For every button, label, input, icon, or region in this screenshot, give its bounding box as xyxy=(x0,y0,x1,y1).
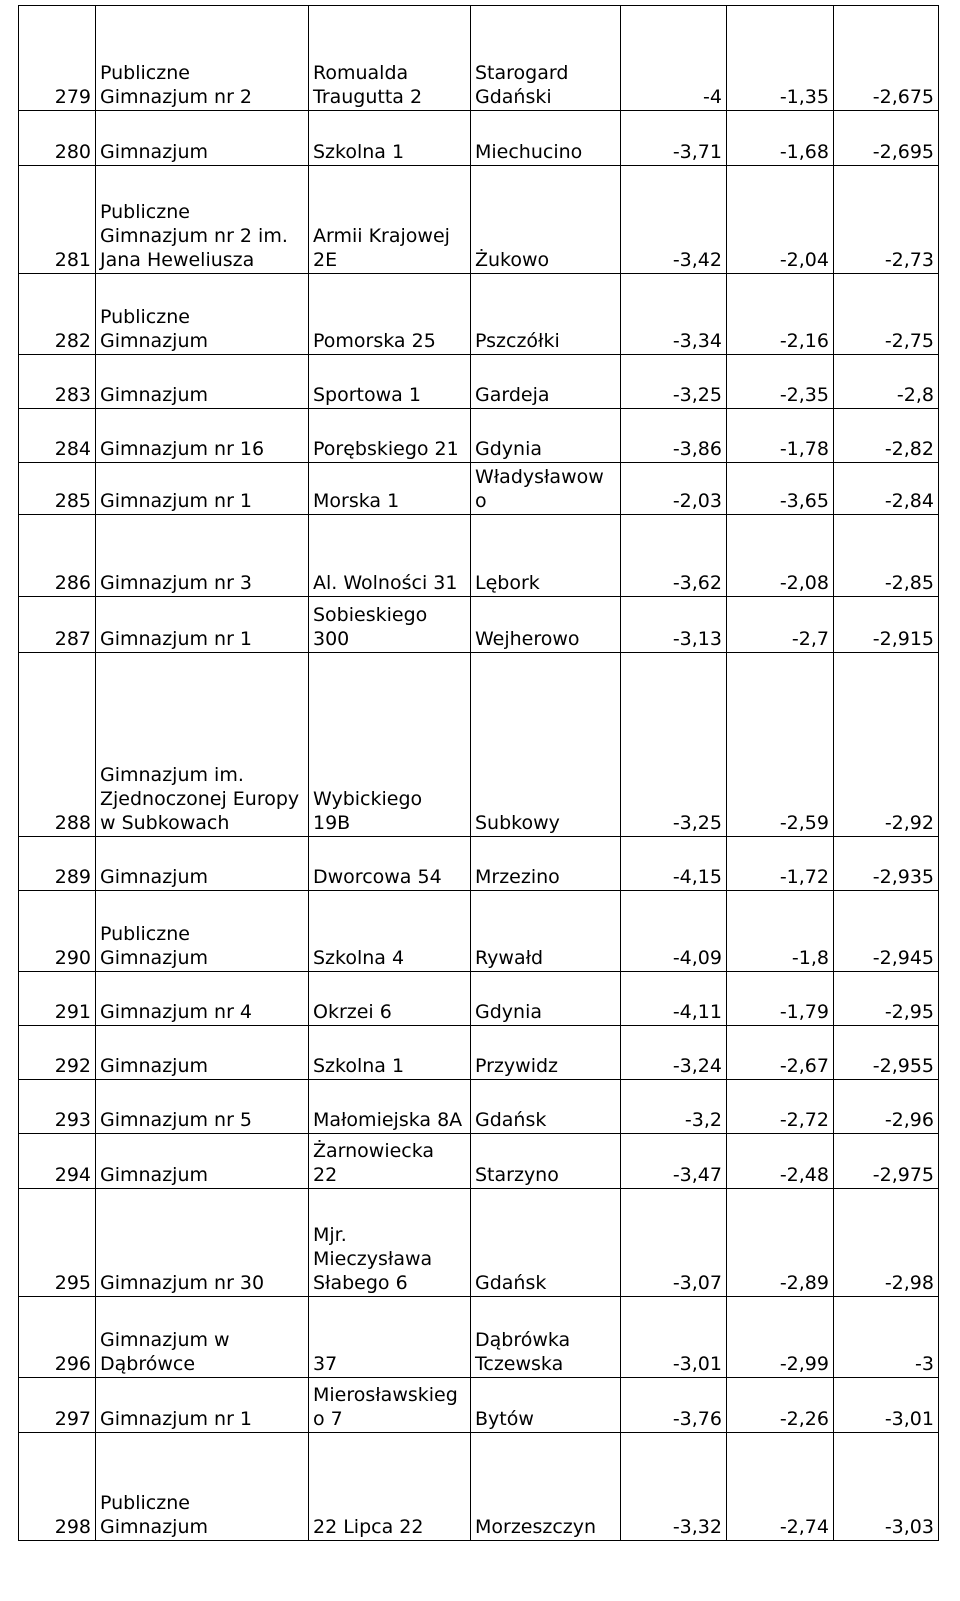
value2-cell: -2,35 xyxy=(727,355,834,409)
town-cell: Wejherowo xyxy=(471,597,621,653)
table-body xyxy=(19,6,939,1541)
town-cell: Starogard Gdański xyxy=(471,6,621,111)
value2-cell: -2,26 xyxy=(727,1378,834,1433)
rank-cell: 294 xyxy=(19,1134,96,1189)
address-cell: 22 Lipca 22 xyxy=(309,1433,471,1541)
address-cell: Wybickiego 19B xyxy=(309,653,471,837)
rank-cell: 290 xyxy=(19,891,96,972)
value1-cell: -3,86 xyxy=(621,409,727,463)
address-cell: Dworcowa 54 xyxy=(309,837,471,891)
value1-cell: -3,42 xyxy=(621,166,727,274)
school-name-cell: Publiczne Gimnazjum xyxy=(96,274,309,355)
value1-cell: -3,71 xyxy=(621,111,727,166)
address-cell: Pomorska 25 xyxy=(309,274,471,355)
table-row xyxy=(19,1134,939,1189)
value1-cell: -4,11 xyxy=(621,972,727,1026)
rank-cell: 284 xyxy=(19,409,96,463)
table-row xyxy=(19,891,939,972)
value1-cell: -3,01 xyxy=(621,1297,727,1378)
value2-cell: -2,7 xyxy=(727,597,834,653)
value2-cell: -3,65 xyxy=(727,463,834,515)
table-row xyxy=(19,653,939,837)
town-cell: Gdańsk xyxy=(471,1080,621,1134)
value2-cell: -2,08 xyxy=(727,515,834,597)
table-row xyxy=(19,1297,939,1378)
school-name-cell: Gimnazjum xyxy=(96,111,309,166)
value2-cell: -2,67 xyxy=(727,1026,834,1080)
value2-cell: -2,59 xyxy=(727,653,834,837)
value3-cell: -2,915 xyxy=(834,597,939,653)
address-cell: Małomiejska 8A xyxy=(309,1080,471,1134)
town-cell: Gdynia xyxy=(471,972,621,1026)
address-cell: Szkolna 1 xyxy=(309,1026,471,1080)
town-cell: Starzyno xyxy=(471,1134,621,1189)
value3-cell: -2,82 xyxy=(834,409,939,463)
rank-cell: 293 xyxy=(19,1080,96,1134)
town-cell: Gdynia xyxy=(471,409,621,463)
value1-cell: -4,15 xyxy=(621,837,727,891)
table-row xyxy=(19,1080,939,1134)
address-cell: Morska 1 xyxy=(309,463,471,515)
rank-cell: 297 xyxy=(19,1378,96,1433)
rank-cell: 283 xyxy=(19,355,96,409)
value3-cell: -2,935 xyxy=(834,837,939,891)
school-name-cell: Gimnazjum nr 1 xyxy=(96,1378,309,1433)
table-row xyxy=(19,1433,939,1541)
town-cell: Gdańsk xyxy=(471,1189,621,1297)
value2-cell: -1,79 xyxy=(727,972,834,1026)
value3-cell: -2,75 xyxy=(834,274,939,355)
value3-cell: -2,8 xyxy=(834,355,939,409)
address-cell: Żarnowiecka 22 xyxy=(309,1134,471,1189)
town-cell: Morzeszczyn xyxy=(471,1433,621,1541)
school-name-cell: Gimnazjum xyxy=(96,1026,309,1080)
value1-cell: -3,76 xyxy=(621,1378,727,1433)
address-cell: Szkolna 4 xyxy=(309,891,471,972)
value3-cell: -3,03 xyxy=(834,1433,939,1541)
town-cell: Mrzezino xyxy=(471,837,621,891)
value1-cell: -3,25 xyxy=(621,355,727,409)
value2-cell: -1,8 xyxy=(727,891,834,972)
value2-cell: -1,72 xyxy=(727,837,834,891)
table-row xyxy=(19,409,939,463)
value2-cell: -2,74 xyxy=(727,1433,834,1541)
school-name-cell: Gimnazjum xyxy=(96,837,309,891)
rank-cell: 291 xyxy=(19,972,96,1026)
value3-cell: -2,955 xyxy=(834,1026,939,1080)
table-row xyxy=(19,463,939,515)
school-name-cell: Gimnazjum xyxy=(96,1134,309,1189)
school-name-cell: Gimnazjum nr 1 xyxy=(96,463,309,515)
address-cell: Porębskiego 21 xyxy=(309,409,471,463)
address-cell: Mierosławskieg o 7 xyxy=(309,1378,471,1433)
rank-cell: 279 xyxy=(19,6,96,111)
table-row xyxy=(19,1026,939,1080)
value3-cell: -2,975 xyxy=(834,1134,939,1189)
rank-cell: 289 xyxy=(19,837,96,891)
value3-cell: -2,95 xyxy=(834,972,939,1026)
value2-cell: -2,99 xyxy=(727,1297,834,1378)
town-cell: Bytów xyxy=(471,1378,621,1433)
school-name-cell: Publiczne Gimnazjum xyxy=(96,891,309,972)
town-cell: Gardeja xyxy=(471,355,621,409)
school-name-cell: Publiczne Gimnazjum nr 2 xyxy=(96,6,309,111)
value3-cell: -2,85 xyxy=(834,515,939,597)
rank-cell: 292 xyxy=(19,1026,96,1080)
table-row xyxy=(19,597,939,653)
school-name-cell: Publiczne Gimnazjum xyxy=(96,1433,309,1541)
table-row xyxy=(19,1189,939,1297)
table-row xyxy=(19,166,939,274)
value3-cell: -2,945 xyxy=(834,891,939,972)
value2-cell: -2,48 xyxy=(727,1134,834,1189)
value2-cell: -2,16 xyxy=(727,274,834,355)
town-cell: Rywałd xyxy=(471,891,621,972)
table-row xyxy=(19,1378,939,1433)
table-row xyxy=(19,355,939,409)
rank-cell: 281 xyxy=(19,166,96,274)
value1-cell: -3,13 xyxy=(621,597,727,653)
rank-cell: 298 xyxy=(19,1433,96,1541)
value1-cell: -3,62 xyxy=(621,515,727,597)
school-name-cell: Gimnazjum nr 1 xyxy=(96,597,309,653)
value2-cell: -2,72 xyxy=(727,1080,834,1134)
value2-cell: -1,35 xyxy=(727,6,834,111)
rank-cell: 296 xyxy=(19,1297,96,1378)
value3-cell: -2,73 xyxy=(834,166,939,274)
value2-cell: -1,68 xyxy=(727,111,834,166)
table-row xyxy=(19,515,939,597)
address-cell: Romualda Traugutta 2 xyxy=(309,6,471,111)
rank-cell: 287 xyxy=(19,597,96,653)
value1-cell: -3,07 xyxy=(621,1189,727,1297)
value1-cell: -3,47 xyxy=(621,1134,727,1189)
town-cell: Żukowo xyxy=(471,166,621,274)
town-cell: Subkowy xyxy=(471,653,621,837)
value3-cell: -2,675 xyxy=(834,6,939,111)
rank-cell: 285 xyxy=(19,463,96,515)
value3-cell: -3 xyxy=(834,1297,939,1378)
value2-cell: -2,89 xyxy=(727,1189,834,1297)
school-name-cell: Gimnazjum w Dąbrówce xyxy=(96,1297,309,1378)
rank-cell: 295 xyxy=(19,1189,96,1297)
value1-cell: -3,32 xyxy=(621,1433,727,1541)
school-ranking-table xyxy=(18,5,939,1541)
address-cell: Sobieskiego 300 xyxy=(309,597,471,653)
address-cell: Sportowa 1 xyxy=(309,355,471,409)
value3-cell: -2,84 xyxy=(834,463,939,515)
value1-cell: -2,03 xyxy=(621,463,727,515)
table-row xyxy=(19,274,939,355)
rank-cell: 286 xyxy=(19,515,96,597)
value3-cell: -2,96 xyxy=(834,1080,939,1134)
town-cell: Dąbrówka Tczewska xyxy=(471,1297,621,1378)
school-name-cell: Gimnazjum nr 16 xyxy=(96,409,309,463)
table-row xyxy=(19,111,939,166)
town-cell: Władysławow o xyxy=(471,463,621,515)
town-cell: Przywidz xyxy=(471,1026,621,1080)
value3-cell: -2,92 xyxy=(834,653,939,837)
address-cell: 37 xyxy=(309,1297,471,1378)
value1-cell: -4,09 xyxy=(621,891,727,972)
table-row xyxy=(19,6,939,111)
school-name-cell: Gimnazjum im. Zjednoczonej Europy w Subkowach xyxy=(96,653,309,837)
school-name-cell: Gimnazjum nr 5 xyxy=(96,1080,309,1134)
value1-cell: -3,2 xyxy=(621,1080,727,1134)
address-cell: Okrzei 6 xyxy=(309,972,471,1026)
value3-cell: -2,98 xyxy=(834,1189,939,1297)
address-cell: Armii Krajowej 2E xyxy=(309,166,471,274)
school-name-cell: Gimnazjum nr 3 xyxy=(96,515,309,597)
school-name-cell: Gimnazjum xyxy=(96,355,309,409)
value1-cell: -3,24 xyxy=(621,1026,727,1080)
value1-cell: -3,25 xyxy=(621,653,727,837)
table-row xyxy=(19,837,939,891)
school-name-cell: Gimnazjum nr 30 xyxy=(96,1189,309,1297)
value1-cell: -4 xyxy=(621,6,727,111)
address-cell: Mjr. Mieczysława Słabego 6 xyxy=(309,1189,471,1297)
rank-cell: 288 xyxy=(19,653,96,837)
value3-cell: -3,01 xyxy=(834,1378,939,1433)
rank-cell: 282 xyxy=(19,274,96,355)
town-cell: Miechucino xyxy=(471,111,621,166)
school-name-cell: Publiczne Gimnazjum nr 2 im. Jana Heweliusza xyxy=(96,166,309,274)
value2-cell: -2,04 xyxy=(727,166,834,274)
value2-cell: -1,78 xyxy=(727,409,834,463)
town-cell: Lębork xyxy=(471,515,621,597)
value1-cell: -3,34 xyxy=(621,274,727,355)
school-name-cell: Gimnazjum nr 4 xyxy=(96,972,309,1026)
address-cell: Al. Wolności 31 xyxy=(309,515,471,597)
rank-cell: 280 xyxy=(19,111,96,166)
address-cell: Szkolna 1 xyxy=(309,111,471,166)
table-row xyxy=(19,972,939,1026)
town-cell: Pszczółki xyxy=(471,274,621,355)
value3-cell: -2,695 xyxy=(834,111,939,166)
